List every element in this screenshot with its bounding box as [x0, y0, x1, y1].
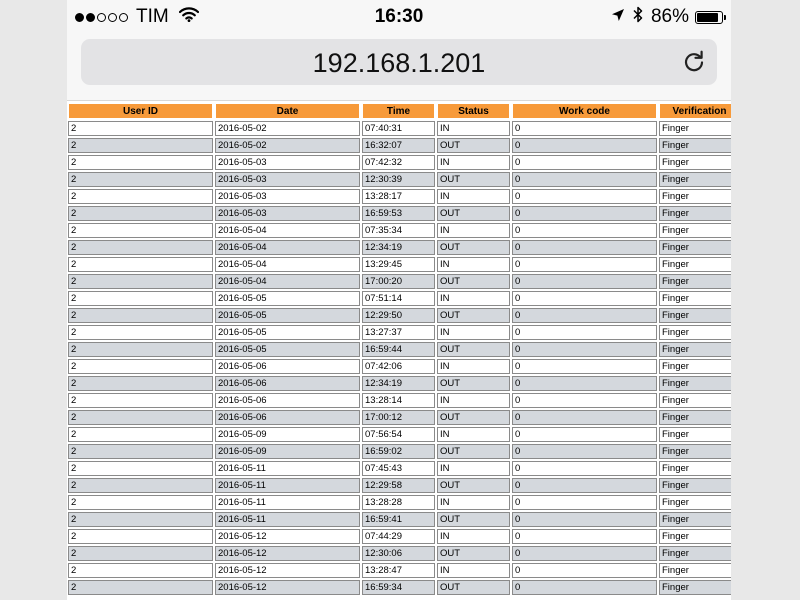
table-cell: 2016-05-12 [215, 546, 360, 561]
table-cell: Finger [659, 376, 731, 391]
table-cell: 2016-05-04 [215, 240, 360, 255]
table-cell: OUT [437, 240, 510, 255]
table-cell: 0 [512, 376, 657, 391]
table-cell: 07:35:34 [362, 223, 435, 238]
table-header-row [68, 103, 731, 119]
table-cell: 07:42:32 [362, 155, 435, 170]
table-cell: Finger [659, 529, 731, 544]
table-row [68, 342, 731, 357]
table-cell: 0 [512, 444, 657, 459]
table-cell: 2016-05-06 [215, 410, 360, 425]
table-row [68, 138, 731, 153]
table-cell: Finger [659, 121, 731, 136]
table-cell: 12:29:58 [362, 478, 435, 493]
table-cell: Finger [659, 257, 731, 272]
table-cell: 2 [68, 155, 213, 170]
status-bar-time: 16:30 [374, 6, 424, 27]
table-cell: OUT [437, 478, 510, 493]
table-cell: IN [437, 121, 510, 136]
table-row [68, 393, 731, 408]
table-row [68, 444, 731, 459]
table-cell: 2016-05-04 [215, 274, 360, 289]
table-cell: IN [437, 155, 510, 170]
table-cell: 12:34:19 [362, 240, 435, 255]
table-cell: 07:56:54 [362, 427, 435, 442]
table-cell: IN [437, 495, 510, 510]
table-row [68, 189, 731, 204]
table-cell: 2 [68, 410, 213, 425]
table-cell: 0 [512, 325, 657, 340]
table-cell: IN [437, 257, 510, 272]
table-cell: 2 [68, 580, 213, 595]
table-cell: 12:34:19 [362, 376, 435, 391]
table-cell: 2 [68, 393, 213, 408]
table-cell: 2016-05-05 [215, 308, 360, 323]
table-cell: IN [437, 427, 510, 442]
table-cell: 0 [512, 359, 657, 374]
table-cell: 2 [68, 172, 213, 187]
location-arrow-icon [611, 8, 625, 27]
table-cell: Finger [659, 223, 731, 238]
table-cell: 2 [68, 529, 213, 544]
table-cell: 2 [68, 138, 213, 153]
table-cell: 12:30:06 [362, 546, 435, 561]
battery-level-fill [697, 13, 718, 22]
table-cell: 16:32:07 [362, 138, 435, 153]
column-header: Status [437, 103, 510, 119]
table-row [68, 274, 731, 289]
table-cell: IN [437, 359, 510, 374]
table-cell: 2016-05-05 [215, 291, 360, 306]
table-cell: 2016-05-05 [215, 342, 360, 357]
table-cell: 16:59:02 [362, 444, 435, 459]
table-cell: 0 [512, 478, 657, 493]
table-cell: 0 [512, 580, 657, 595]
table-cell: 2 [68, 512, 213, 527]
table-cell: 13:28:28 [362, 495, 435, 510]
table-cell: 07:45:43 [362, 461, 435, 476]
table-cell: OUT [437, 308, 510, 323]
table-cell: 0 [512, 427, 657, 442]
table-cell: Finger [659, 444, 731, 459]
table-cell: 2 [68, 121, 213, 136]
table-cell: 07:44:29 [362, 529, 435, 544]
table-cell: Finger [659, 206, 731, 221]
table-cell: 0 [512, 155, 657, 170]
table-cell: IN [437, 461, 510, 476]
table-cell: 2016-05-11 [215, 461, 360, 476]
table-cell: 2016-05-12 [215, 580, 360, 595]
table-cell: 13:28:47 [362, 563, 435, 578]
table-cell: OUT [437, 172, 510, 187]
table-row [68, 359, 731, 374]
table-cell: 0 [512, 342, 657, 357]
table-cell: 17:00:20 [362, 274, 435, 289]
table-cell: Finger [659, 172, 731, 187]
table-row [68, 427, 731, 442]
table-cell: 0 [512, 461, 657, 476]
table-cell: 2016-05-11 [215, 512, 360, 527]
table-cell: 2016-05-03 [215, 189, 360, 204]
column-header: Verification [659, 103, 731, 119]
table-cell: 12:30:39 [362, 172, 435, 187]
table-cell: OUT [437, 342, 510, 357]
table-cell: 16:59:44 [362, 342, 435, 357]
table-cell: 2016-05-06 [215, 359, 360, 374]
table-cell: 0 [512, 138, 657, 153]
table-cell: Finger [659, 359, 731, 374]
table-cell: IN [437, 393, 510, 408]
table-row [68, 580, 731, 595]
status-bar [67, 0, 731, 34]
table-cell: OUT [437, 410, 510, 425]
table-cell: 0 [512, 257, 657, 272]
table-row [68, 546, 731, 561]
table-cell: IN [437, 291, 510, 306]
table-cell: OUT [437, 274, 510, 289]
table-cell: 2 [68, 359, 213, 374]
table-row [68, 512, 731, 527]
table-row [68, 529, 731, 544]
table-cell: Finger [659, 512, 731, 527]
table-cell: Finger [659, 580, 731, 595]
table-row [68, 240, 731, 255]
table-row [68, 121, 731, 136]
table-cell: Finger [659, 325, 731, 340]
reload-icon[interactable] [681, 49, 707, 75]
table-cell: OUT [437, 512, 510, 527]
table-cell: 0 [512, 291, 657, 306]
table-cell: 16:59:53 [362, 206, 435, 221]
table-cell: 2016-05-11 [215, 478, 360, 493]
phone-screen [67, 0, 731, 600]
table-cell: 2 [68, 240, 213, 255]
table-cell: 2 [68, 427, 213, 442]
table-cell: 17:00:12 [362, 410, 435, 425]
table-cell: 2 [68, 563, 213, 578]
table-row [68, 223, 731, 238]
table-row [68, 308, 731, 323]
table-cell: 13:29:45 [362, 257, 435, 272]
browser-toolbar [67, 34, 731, 101]
page-content [67, 100, 731, 600]
table-cell: IN [437, 529, 510, 544]
battery-percent: 86% [650, 6, 689, 27]
table-cell: 13:28:17 [362, 189, 435, 204]
table-cell: 2016-05-09 [215, 427, 360, 442]
table-cell: IN [437, 325, 510, 340]
table-row [68, 461, 731, 476]
table-cell: 0 [512, 546, 657, 561]
column-header: Date [215, 103, 360, 119]
bluetooth-icon [633, 6, 643, 28]
table-cell: 2016-05-12 [215, 563, 360, 578]
table-cell: 2 [68, 291, 213, 306]
table-row [68, 172, 731, 187]
table-cell: 2 [68, 444, 213, 459]
table-cell: 2 [68, 376, 213, 391]
table-cell: Finger [659, 291, 731, 306]
table-cell: 2016-05-11 [215, 495, 360, 510]
table-cell: 2 [68, 461, 213, 476]
table-cell: 16:59:41 [362, 512, 435, 527]
table-cell: 2 [68, 342, 213, 357]
table-cell: 2016-05-04 [215, 223, 360, 238]
attendance-table [67, 101, 731, 597]
table-row [68, 495, 731, 510]
table-cell: Finger [659, 393, 731, 408]
table-cell: 2016-05-03 [215, 206, 360, 221]
table-cell: Finger [659, 342, 731, 357]
table-cell: 12:29:50 [362, 308, 435, 323]
table-cell: 2016-05-03 [215, 155, 360, 170]
table-cell: 2016-05-06 [215, 393, 360, 408]
table-cell: 2 [68, 546, 213, 561]
table-cell: IN [437, 223, 510, 238]
table-cell: 0 [512, 529, 657, 544]
table-cell: Finger [659, 478, 731, 493]
table-cell: OUT [437, 444, 510, 459]
table-cell: 0 [512, 393, 657, 408]
table-cell: 0 [512, 223, 657, 238]
table-cell: 0 [512, 410, 657, 425]
table-cell: 2 [68, 206, 213, 221]
table-cell: 2016-05-12 [215, 529, 360, 544]
table-cell: 0 [512, 495, 657, 510]
url-text[interactable]: 192.168.1.201 [312, 48, 486, 78]
table-row [68, 206, 731, 221]
table-cell: 0 [512, 121, 657, 136]
table-cell: 2016-05-06 [215, 376, 360, 391]
table-cell: OUT [437, 580, 510, 595]
column-header: Time [362, 103, 435, 119]
table-cell: 2 [68, 478, 213, 493]
status-bar-right [611, 6, 723, 28]
battery-icon [695, 11, 723, 24]
table-cell: 13:28:14 [362, 393, 435, 408]
table-cell: 2 [68, 274, 213, 289]
table-cell: 2016-05-05 [215, 325, 360, 340]
table-cell: 2016-05-03 [215, 172, 360, 187]
table-cell: 2 [68, 257, 213, 272]
table-cell: Finger [659, 427, 731, 442]
table-cell: IN [437, 189, 510, 204]
table-body [68, 121, 731, 595]
column-header: Work code [512, 103, 657, 119]
table-cell: 0 [512, 240, 657, 255]
table-cell: Finger [659, 563, 731, 578]
table-cell: Finger [659, 155, 731, 170]
table-cell: Finger [659, 138, 731, 153]
table-cell: 07:40:31 [362, 121, 435, 136]
table-cell: Finger [659, 461, 731, 476]
table-cell: 2016-05-04 [215, 257, 360, 272]
table-cell: 0 [512, 512, 657, 527]
table-row [68, 376, 731, 391]
table-cell: 0 [512, 274, 657, 289]
table-cell: 2 [68, 223, 213, 238]
table-row [68, 291, 731, 306]
table-cell: 2016-05-09 [215, 444, 360, 459]
table-cell: 2 [68, 189, 213, 204]
table-row [68, 478, 731, 493]
table-cell: Finger [659, 240, 731, 255]
table-cell: Finger [659, 274, 731, 289]
table-cell: 0 [512, 206, 657, 221]
table-cell: 2016-05-02 [215, 121, 360, 136]
table-cell: 07:51:14 [362, 291, 435, 306]
table-cell: Finger [659, 308, 731, 323]
table-row [68, 325, 731, 340]
table-cell: OUT [437, 546, 510, 561]
table-cell: 16:59:34 [362, 580, 435, 595]
table-cell: 0 [512, 308, 657, 323]
table-cell: 0 [512, 189, 657, 204]
table-cell: 0 [512, 172, 657, 187]
table-cell: Finger [659, 495, 731, 510]
carrier-name: TIM [136, 6, 169, 27]
address-bar[interactable] [81, 39, 717, 85]
table-cell: 07:42:06 [362, 359, 435, 374]
table-row [68, 410, 731, 425]
table-cell: OUT [437, 206, 510, 221]
table-cell: Finger [659, 189, 731, 204]
table-cell: IN [437, 563, 510, 578]
table-cell: Finger [659, 410, 731, 425]
table-cell: 2 [68, 308, 213, 323]
table-row [68, 155, 731, 170]
table-cell: OUT [437, 138, 510, 153]
table-row [68, 563, 731, 578]
table-cell: OUT [437, 376, 510, 391]
table-cell: 0 [512, 563, 657, 578]
table-cell: 13:27:37 [362, 325, 435, 340]
table-cell: 2 [68, 325, 213, 340]
table-cell: 2 [68, 495, 213, 510]
column-header: User ID [68, 103, 213, 119]
table-row [68, 257, 731, 272]
table-cell: Finger [659, 546, 731, 561]
table-cell: 2016-05-02 [215, 138, 360, 153]
